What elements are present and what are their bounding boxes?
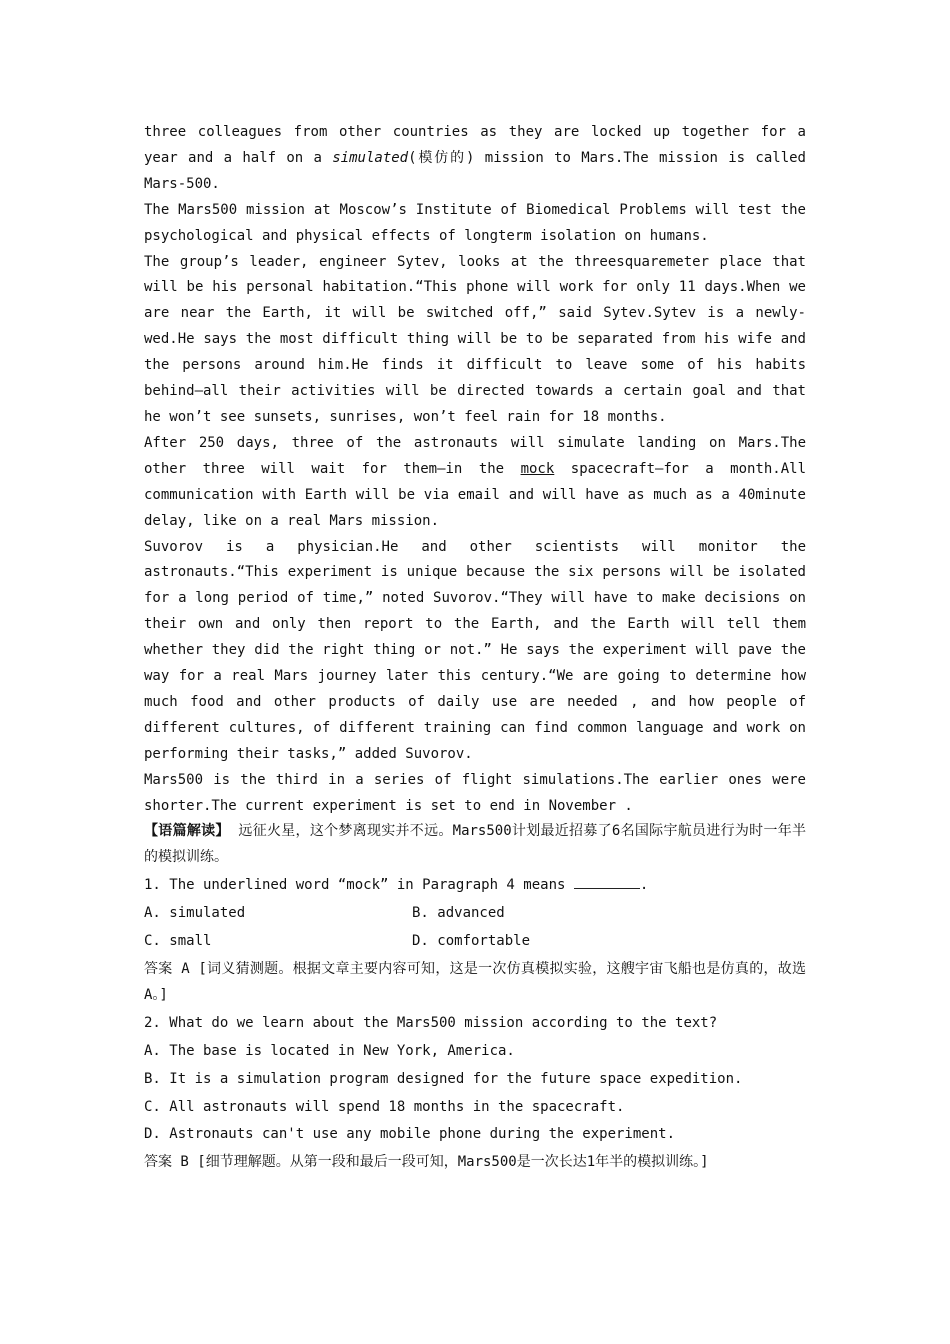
question-2-option-d: D. Astronauts can't use any mobile phone during the experiment. (144, 1126, 676, 1143)
question-text-end: . (639, 877, 649, 894)
question-1-options-row-1 (144, 901, 806, 927)
passage-paragraph-2: The Mars500 mission at Moscow’s Institute of Biomedical Problems will test the psychological and physical effects of longterm isolation on humans. (144, 201, 806, 244)
paragraph-text: (模仿的) mission to Mars.The mission is called Mars-500. (144, 149, 806, 192)
italic-word: simulated (332, 149, 409, 166)
option-d: D. comfortable (412, 933, 531, 950)
question-1-options-row-2 (144, 929, 806, 955)
answer-blank (574, 876, 640, 889)
question-2-option-b: B. It is a simulation program designed for the future space expedition. (144, 1070, 743, 1087)
question-1-answer: 答案 A [词义猜测题。根据文章主要内容可知，这是一次仿真模拟实验，这艘宇宙飞船也是仿真的，故选A。] (144, 961, 806, 1003)
passage-paragraph-6: Mars500 is the third in a series of flight simulations.The earlier ones were shorter.The current experiment is set to end in November . (144, 771, 806, 814)
underlined-word: mock (520, 460, 555, 477)
analysis-label: 【语篇解读】 (144, 823, 230, 840)
analysis-text: 远征火星，这个梦离现实并不远。Mars500计划最近招募了6名国际宇航员进行为时一年半的模拟训练。 (144, 823, 807, 866)
question-1-stem (144, 873, 806, 899)
passage-paragraph-1 (144, 120, 806, 198)
question-text: 1. The underlined word “mock” in Paragraph 4 means (144, 877, 574, 894)
option-a: A. simulated (144, 905, 246, 922)
passage-analysis (144, 819, 806, 871)
question-2-option-a: A. The base is located in New York, America. (144, 1042, 515, 1059)
question-2-stem: 2. What do we learn about the Mars500 mission according to the text? (144, 1014, 718, 1031)
option-c: C. small (144, 933, 212, 950)
document-content (144, 120, 806, 1176)
paragraph-text: After 250 days, three of the astronauts will simulate landing on Mars.The other three will wait for them—in the (144, 434, 806, 477)
paragraph-text: spacecraft—for a month.All communication with Earth will be via email and will have as much as a 40minute delay, like on a real Mars mission. (144, 460, 806, 529)
passage-paragraph-3: The group’s leader, engineer Sytev, looks at the threesquaremeter place that will be his personal habitation.“This phone will work for only 11 days.When we are near the Earth, it will be switched off,” said Sytev.Sytev is a newly-wed.He says the most difficult thing will be to be separated from his wife and the persons around him.He finds it difficult to leave some of his habits behind—all their activities will be directed towards a certain goal and that he won’t see sunsets, sunrises, won’t feel rain for 18 months. (144, 253, 806, 425)
question-2-answer: 答案 B [细节理解题。从第一段和最后一段可知，Mars500是一次长达1年半的模拟训练。] (144, 1154, 709, 1171)
question-2-option-c: C. All astronauts will spend 18 months in the spacecraft. (144, 1098, 625, 1115)
passage-paragraph-4 (144, 431, 806, 535)
option-b: B. advanced (412, 905, 505, 922)
paragraph-text: three colleagues from other countries as they are locked up together for a year and a half on a (144, 124, 806, 166)
passage-paragraph-5: Suvorov is a physician.He and other scientists will monitor the astronauts.“This experiment is unique because the six persons will be isolated for a long period of time,” noted Suvorov.“They will have to make decisions on their own and only then report to the Earth, and the Earth will tell them whether they did the right thing or not.” He says the experiment will pave the way for a real Mars journey later this century.“We are going to determine how much food and other products of daily use are needed , and how people of different cultures, of different training can find common language and work on performing their tasks,” added Suvorov. (144, 538, 806, 762)
